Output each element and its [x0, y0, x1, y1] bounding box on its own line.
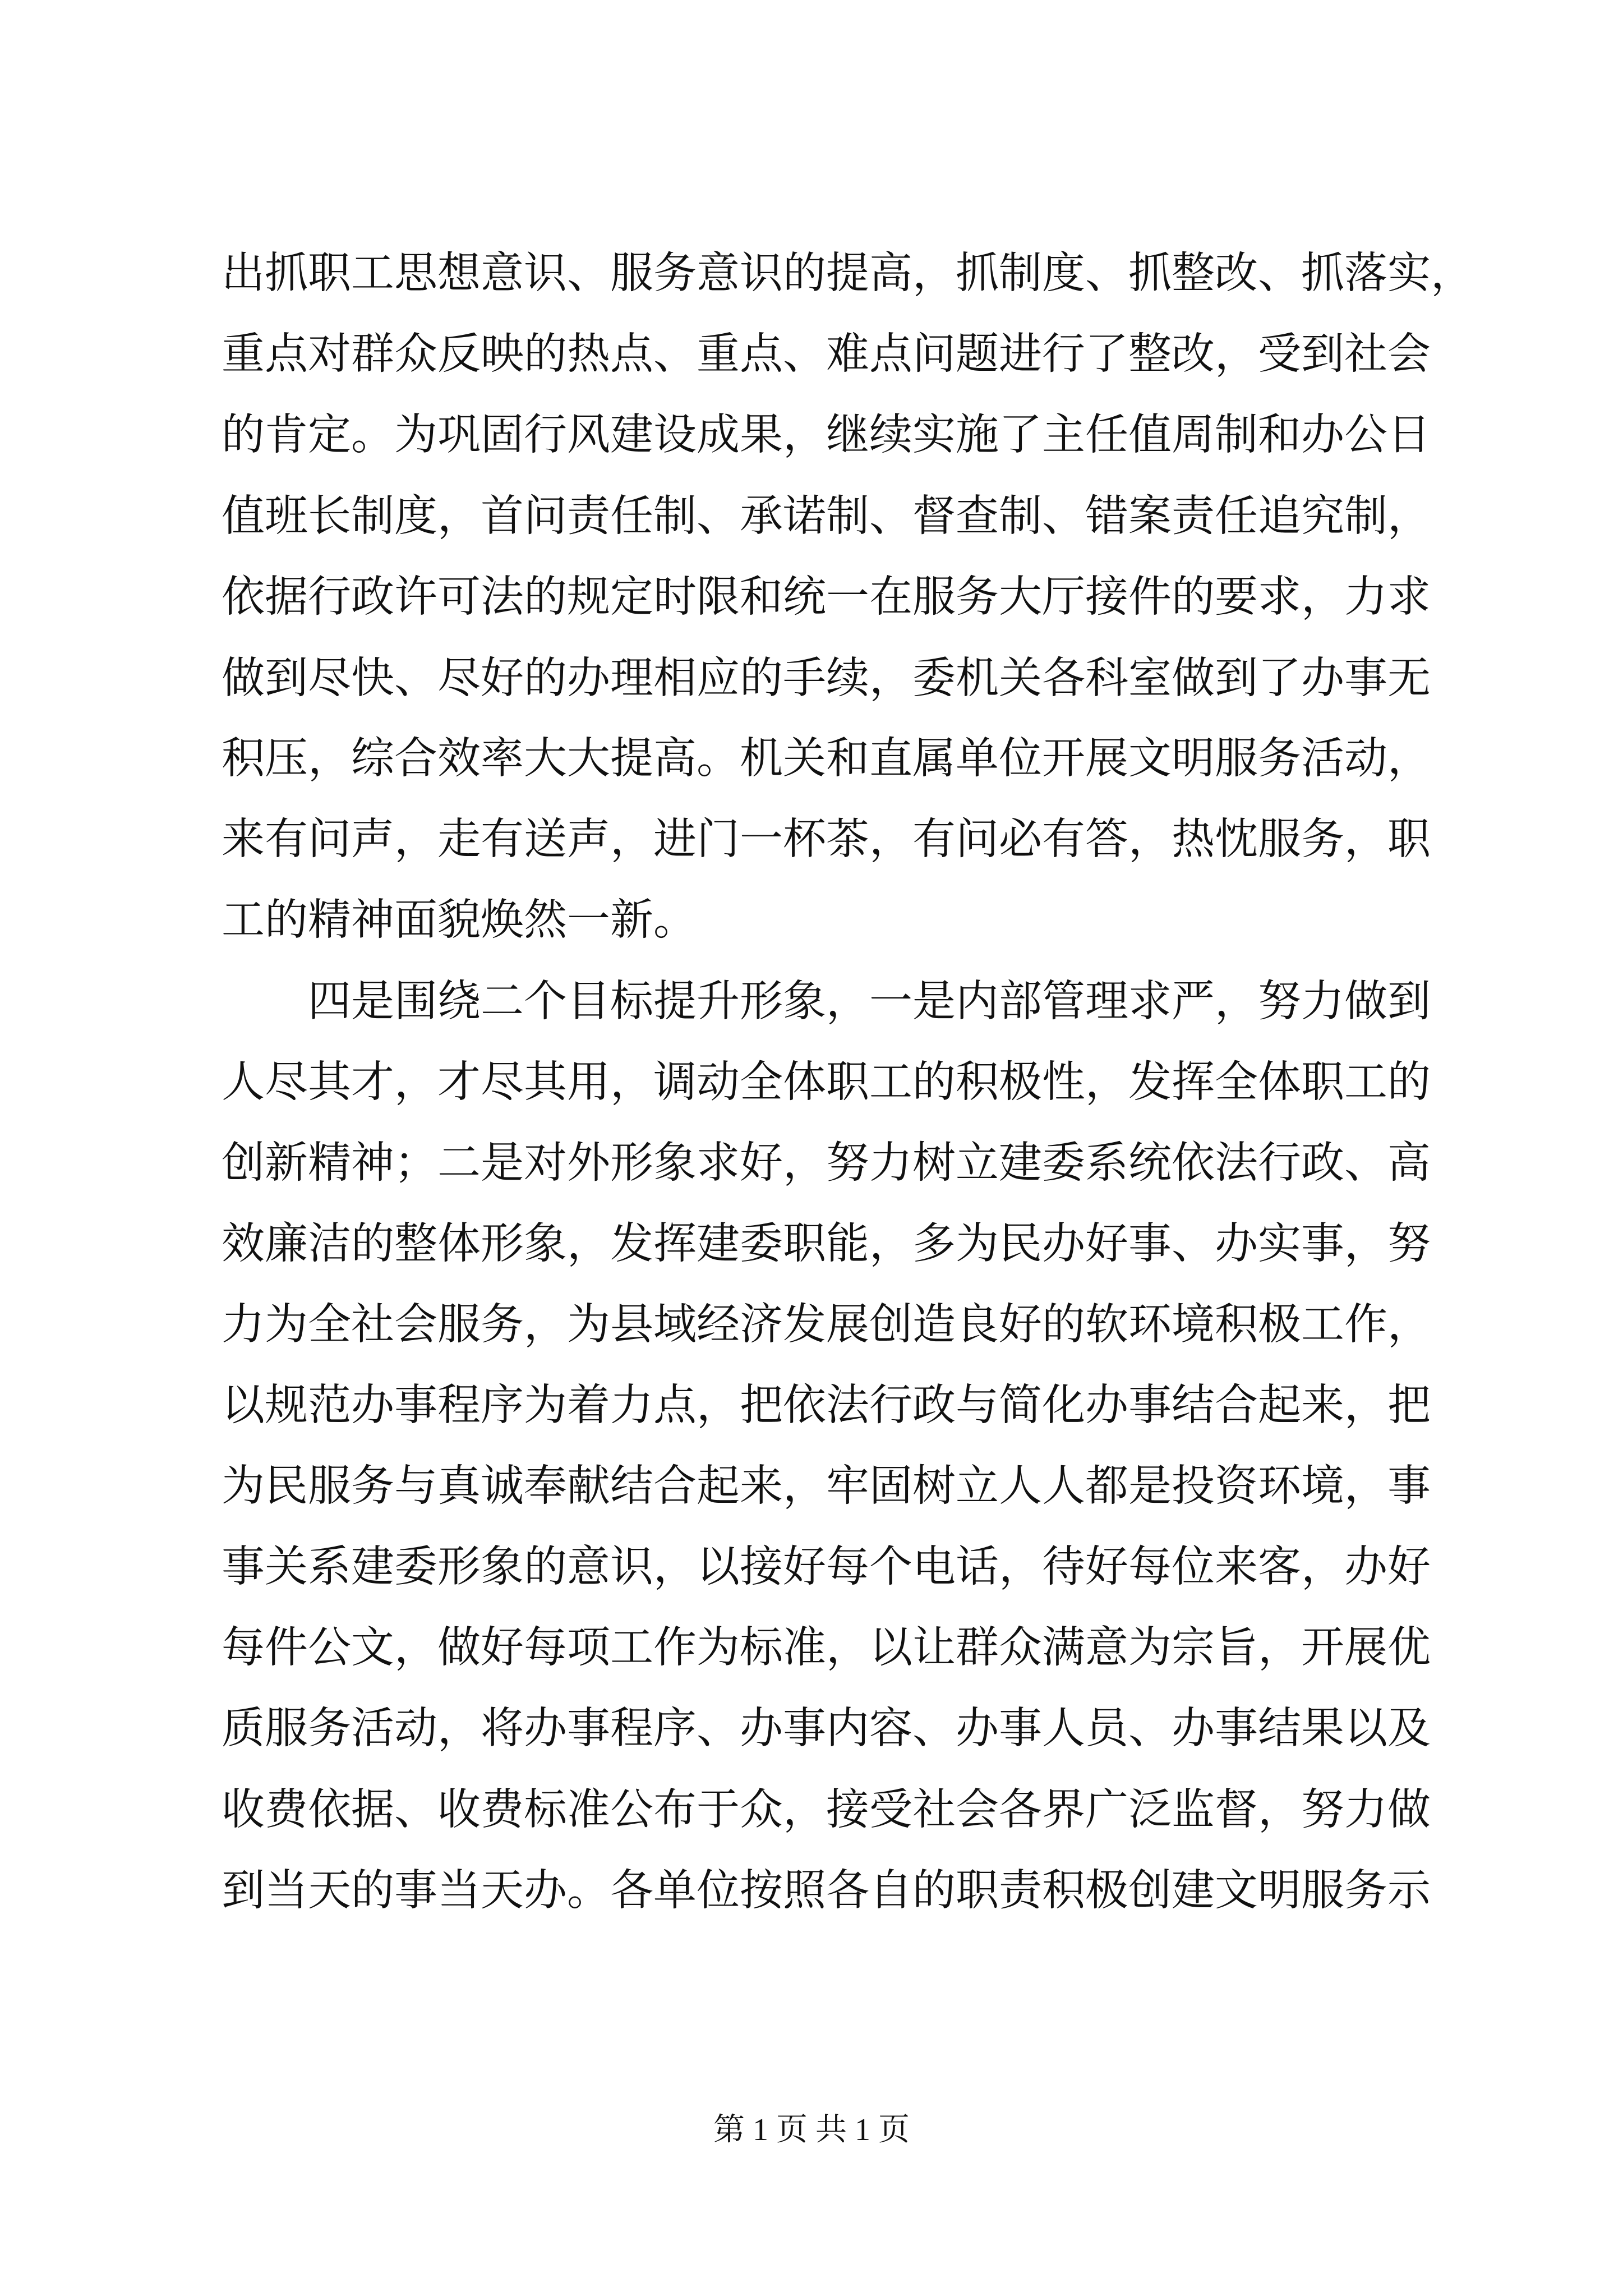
text-line: 力为全社会服务，为县域经济发展创造良好的软环境积极工作，: [222, 1300, 1431, 1350]
text-line: 质服务活动，将办事程序、办事内容、办事人员、办事结果以及: [222, 1704, 1431, 1754]
text-line: 做到尽快、尽好的办理相应的手续，委机关各科室做到了办事无: [222, 654, 1431, 703]
text-line: 事关系建委形象的意识，以接好每个电话，待好每位来客，办好: [222, 1542, 1431, 1592]
text-line: 重点对群众反映的热点、重点、难点问题进行了整改，受到社会: [222, 329, 1431, 379]
text-line: 效廉洁的整体形象，发挥建委职能，多为民办好事、办实事，努: [222, 1219, 1431, 1269]
text-line: 人尽其才，才尽其用，调动全体职工的积极性，发挥全体职工的: [222, 1057, 1431, 1107]
text-line: 每件公文，做好每项工作为标准，以让群众满意为宗旨，开展优: [222, 1623, 1431, 1673]
text-line: 工的精神面貌焕然一新。: [222, 895, 697, 945]
text-line: 到当天的事当天办。各单位按照各自的职责积极创建文明服务示: [222, 1866, 1431, 1916]
text-line: 积压，综合效率大大提高。机关和直属单位开展文明服务活动，: [222, 734, 1431, 784]
page-footer: 第 1 页 共 1 页: [713, 2113, 910, 2147]
text-line: 出抓职工思想意识、服务意识的提高，抓制度、抓整改、抓落实，: [222, 249, 1474, 298]
text-line: 值班长制度，首问责任制、承诺制、督查制、错案责任追究制，: [222, 491, 1431, 541]
text-line: 收费依据、收费标准公布于众，接受社会各界广泛监督，努力做: [222, 1785, 1431, 1835]
text-line: 来有问声，走有送声，进门一杯茶，有问必有答，热忱服务，职: [222, 815, 1431, 864]
text-line: 的肯定。为巩固行风建设成果，继续实施了主任值周制和办公日: [222, 410, 1431, 460]
text-line: 四是围绕二个目标提升形象，一是内部管理求严，努力做到: [222, 977, 1431, 1027]
text-line: 为民服务与真诚奉献结合起来，牢固树立人人都是投资环境，事: [222, 1461, 1431, 1511]
text-line: 创新精神；二是对外形象求好，努力树立建委系统依法行政、高: [222, 1138, 1431, 1188]
text-line: 依据行政许可法的规定时限和统一在服务大厅接件的要求，力求: [222, 572, 1431, 622]
text-line: 以规范办事程序为着力点，把依法行政与简化办事结合起来，把: [222, 1381, 1431, 1430]
